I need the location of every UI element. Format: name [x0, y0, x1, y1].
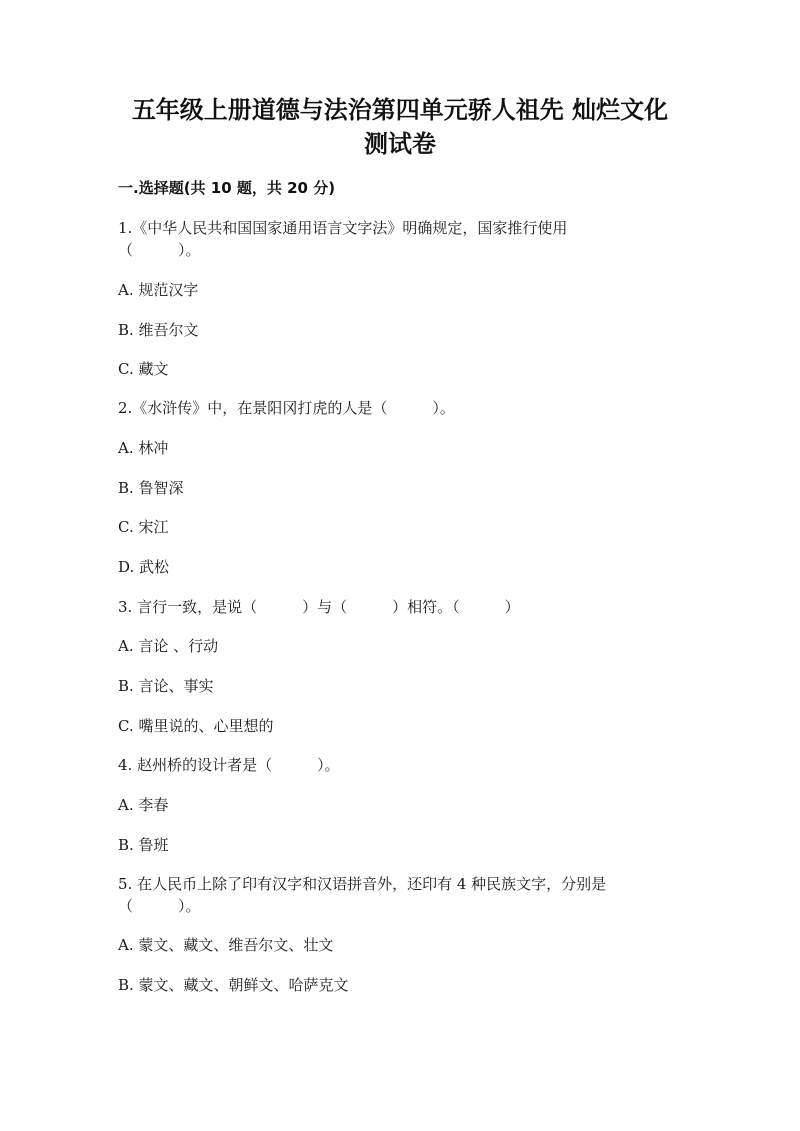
section-heading: 一.选择题(共 10 题，共 20 分)	[118, 179, 336, 197]
question-2-option-d: D. 武松	[118, 558, 170, 576]
page-title	[100, 93, 700, 161]
title-line-2: 测试卷	[364, 130, 436, 158]
question-3-option-c: C. 嘴里说的、心里想的	[118, 717, 274, 735]
question-3-stem: 3. 言行一致，是说（ ）与（ ）相符。（ ）	[118, 598, 520, 616]
question-1-stem-cont: （ ）。	[118, 241, 201, 259]
question-5-stem-cont: （ ）。	[118, 897, 201, 915]
question-5-option-b: B. 蒙文、藏文、朝鲜文、哈萨克文	[118, 976, 349, 994]
question-1-option-c: C. 藏文	[118, 360, 169, 378]
question-2-option-c: C. 宋江	[118, 518, 169, 536]
question-3-option-b: B. 言论、事实	[118, 677, 214, 695]
question-4-option-b: B. 鲁班	[118, 836, 169, 854]
question-1-option-b: B. 维吾尔文	[118, 321, 199, 339]
question-5-option-a: A. 蒙文、藏文、维吾尔文、壮文	[118, 936, 334, 954]
question-4-stem: 4. 赵州桥的设计者是（ ）。	[118, 756, 340, 774]
question-2-stem: 2.《水浒传》中，在景阳冈打虎的人是（ ）。	[118, 399, 455, 417]
question-2-option-a: A. 林冲	[118, 439, 169, 457]
question-4-option-a: A. 李春	[118, 796, 169, 814]
title-line-1: 五年级上册道德与法治第四单元骄人祖先 灿烂文化	[131, 96, 669, 124]
question-1-stem: 1.《中华人民共和国国家通用语言文字法》明确规定，国家推行使用	[118, 219, 568, 237]
question-3-option-a: A. 言论 、行动	[118, 637, 219, 655]
question-2-option-b: B. 鲁智深	[118, 479, 184, 497]
question-5-stem: 5. 在人民币上除了印有汉字和汉语拼音外，还印有 4 种民族文字，分别是	[118, 875, 607, 893]
question-1-option-a: A. 规范汉字	[118, 281, 199, 299]
